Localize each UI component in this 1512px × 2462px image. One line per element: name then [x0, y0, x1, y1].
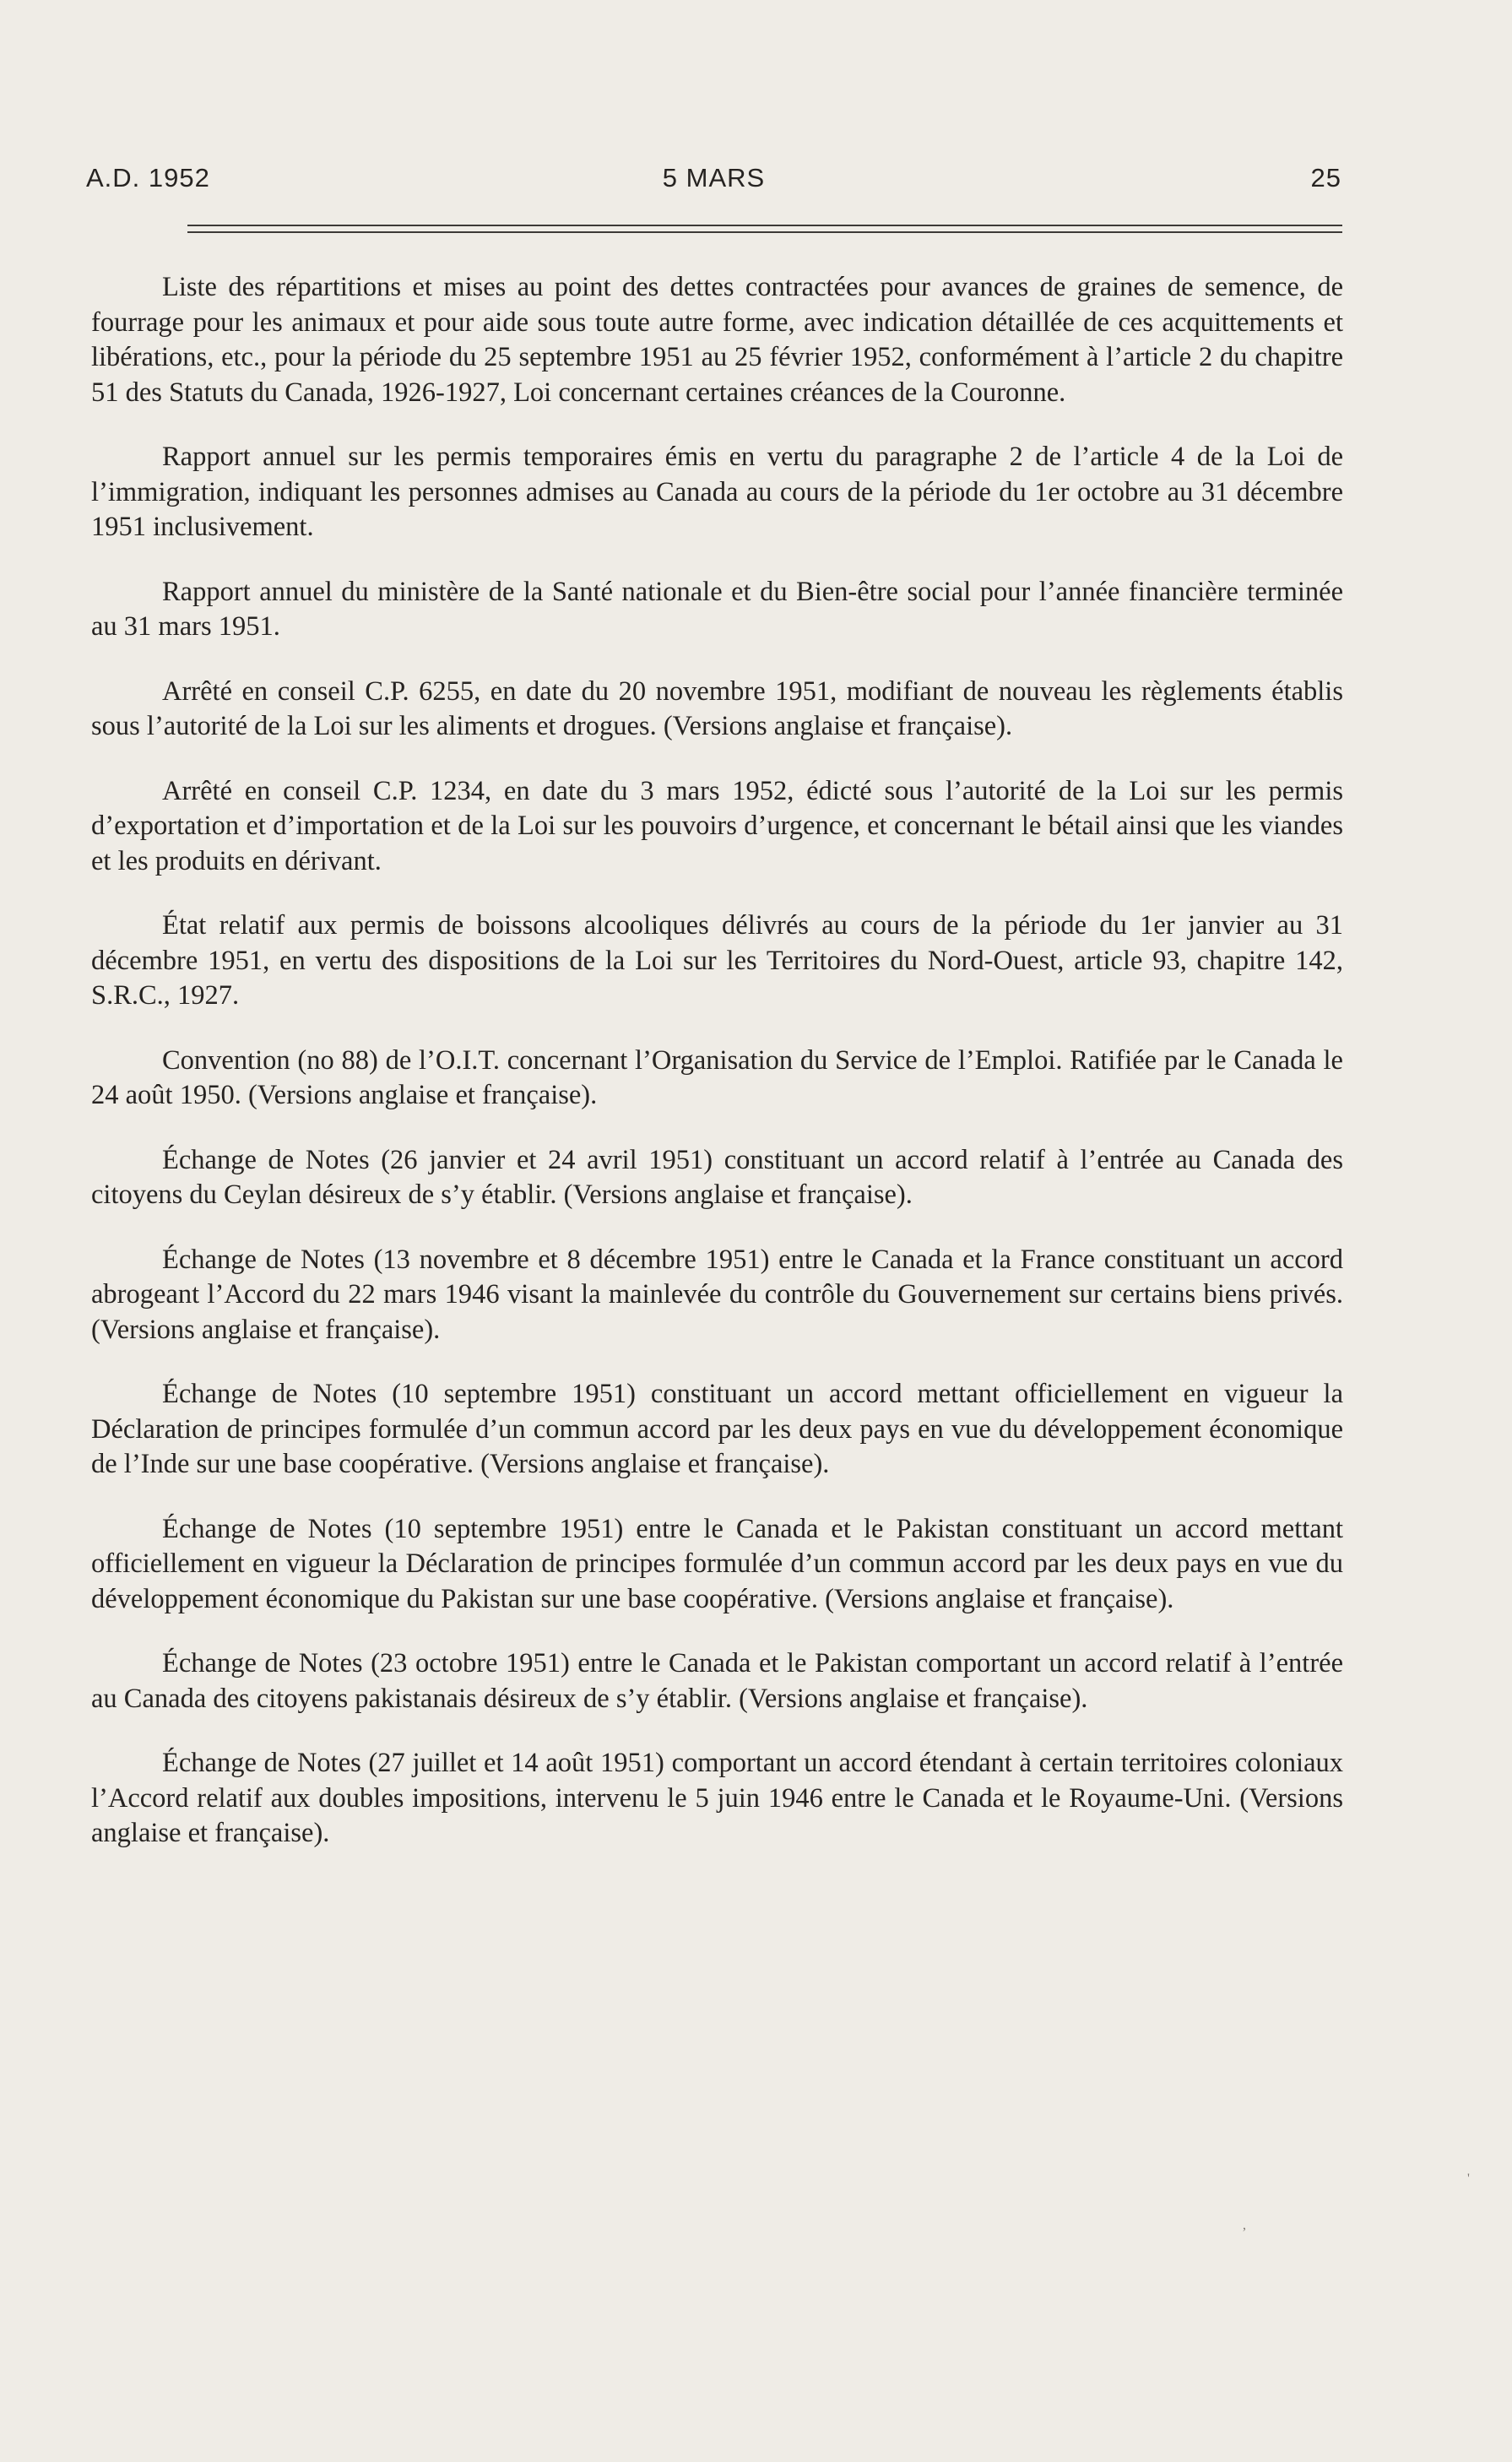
running-header [86, 163, 1341, 202]
header-rule-top [187, 225, 1342, 226]
paragraph-notes-france: Échange de Notes (13 novembre et 8 décembre 1951) entre le Canada et la France constituant un accord abrogeant l’Accord du 22 mars 1946 visant la mainlevée du contrôle du Gouvernement sur certains biens privés. (Versions anglaise et française). [91, 1244, 1343, 1345]
paragraph-notes-pakistan-immigration: Échange de Notes (23 octobre 1951) entre le Canada et le Pakistan comportant un accord relatif à l’entrée au Canada des citoyens pakistanais désireux de s’y établir. (Versions anglaise et française). [91, 1648, 1343, 1714]
paragraph-ilo-convention-88: Convention (no 88) de l’O.I.T. concernant l’Organisation du Service de l’Emploi. Ratifiée par le Canada le 24 août 1950. (Versions anglaise et française). [91, 1044, 1343, 1110]
header-rule-bottom [187, 231, 1342, 233]
paragraph-liquor-permits-statement: État relatif aux permis de boissons alcooliques délivrés au cours de la période du 1er janvier au 31 décembre 1951, en vertu des dispositions de la Loi sur les Territoires du Nord-Ouest, article 93, chapitre 142, S.R.C., 1927. [91, 910, 1343, 1011]
body-text [91, 270, 1343, 1881]
stray-mark: , [1243, 2218, 1246, 2232]
header-date: 5 MARS [662, 163, 766, 193]
paragraph-order-in-council-6255: Arrêté en conseil C.P. 6255, en date du 20 novembre 1951, modifiant de nouveau les règlements établis sous l’autorité de la Loi sur les aliments et drogues. (Versions anglaise et française). [91, 675, 1343, 741]
paragraph-order-in-council-1234: Arrêté en conseil C.P. 1234, en date du 3 mars 1952, édicté sous l’autorité de la Loi sur les permis d’exportation et d’importation et de la Loi sur les pouvoirs d’urgence, et concernant le bétail ainsi que les viandes et les produits en dérivant. [91, 775, 1343, 876]
paragraph-health-welfare-report: Rapport annuel du ministère de la Santé nationale et du Bien-être social pour l’année financière terminée au 31 mars 1951. [91, 576, 1343, 642]
paragraph-notes-india: Échange de Notes (10 septembre 1951) constituant un accord mettant officiellement en vigueur la Déclaration de principes formulée d’un commun accord par les deux pays en vue du développement économique de l’Inde sur une base coopérative. (Versions anglaise et française). [91, 1379, 1343, 1479]
paragraph-notes-ceylon: Échange de Notes (26 janvier et 24 avril 1951) constituant un accord relatif à l’entrée au Canada des citoyens du Ceylan désireux de s’y établir. (Versions anglaise et française). [91, 1144, 1343, 1210]
paragraph-notes-pakistan-development: Échange de Notes (10 septembre 1951) entre le Canada et le Pakistan constituant un accord mettant officiellement en vigueur la Déclaration de principes formulée d’un commun accord par les deux pays en vue du développement économique du Pakistan sur une base coopérative. (Versions anglaise et française). [91, 1513, 1343, 1614]
paragraph-temporary-permits-report: Rapport annuel sur les permis temporaires émis en vertu du paragraphe 2 de l’article 4 de la Loi de l’immigration, indiquant les personnes admises au Canada au cours de la période du 1er octobre au 31 décembre 1951 inclusivement. [91, 442, 1343, 542]
margin-mark: ' [1467, 2172, 1470, 2186]
page-number: 25 [1310, 163, 1341, 193]
header-year: A.D. 1952 [86, 163, 210, 193]
paragraph-seed-grain-debts: Liste des répartitions et mises au point des dettes contractées pour avances de graines de semence, de fourrage pour les animaux et pour aide sous toute autre forme, avec indication détaillée de ces acquittements et libérations, etc., pour la période du 25 septembre 1951 au 25 février 1952, conformément à l’article 2 du chapitre 51 des Statuts du Canada, 1926-1927, Loi concernant certaines créances de la Couronne. [91, 272, 1343, 408]
paragraph-notes-double-taxation: Échange de Notes (27 juillet et 14 août 1951) comportant un accord étendant à certain territoires coloniaux l’Accord relatif aux doubles impositions, intervenu le 5 juin 1946 entre le Canada et le Royaume-Uni. (Versions anglaise et française). [91, 1748, 1343, 1848]
